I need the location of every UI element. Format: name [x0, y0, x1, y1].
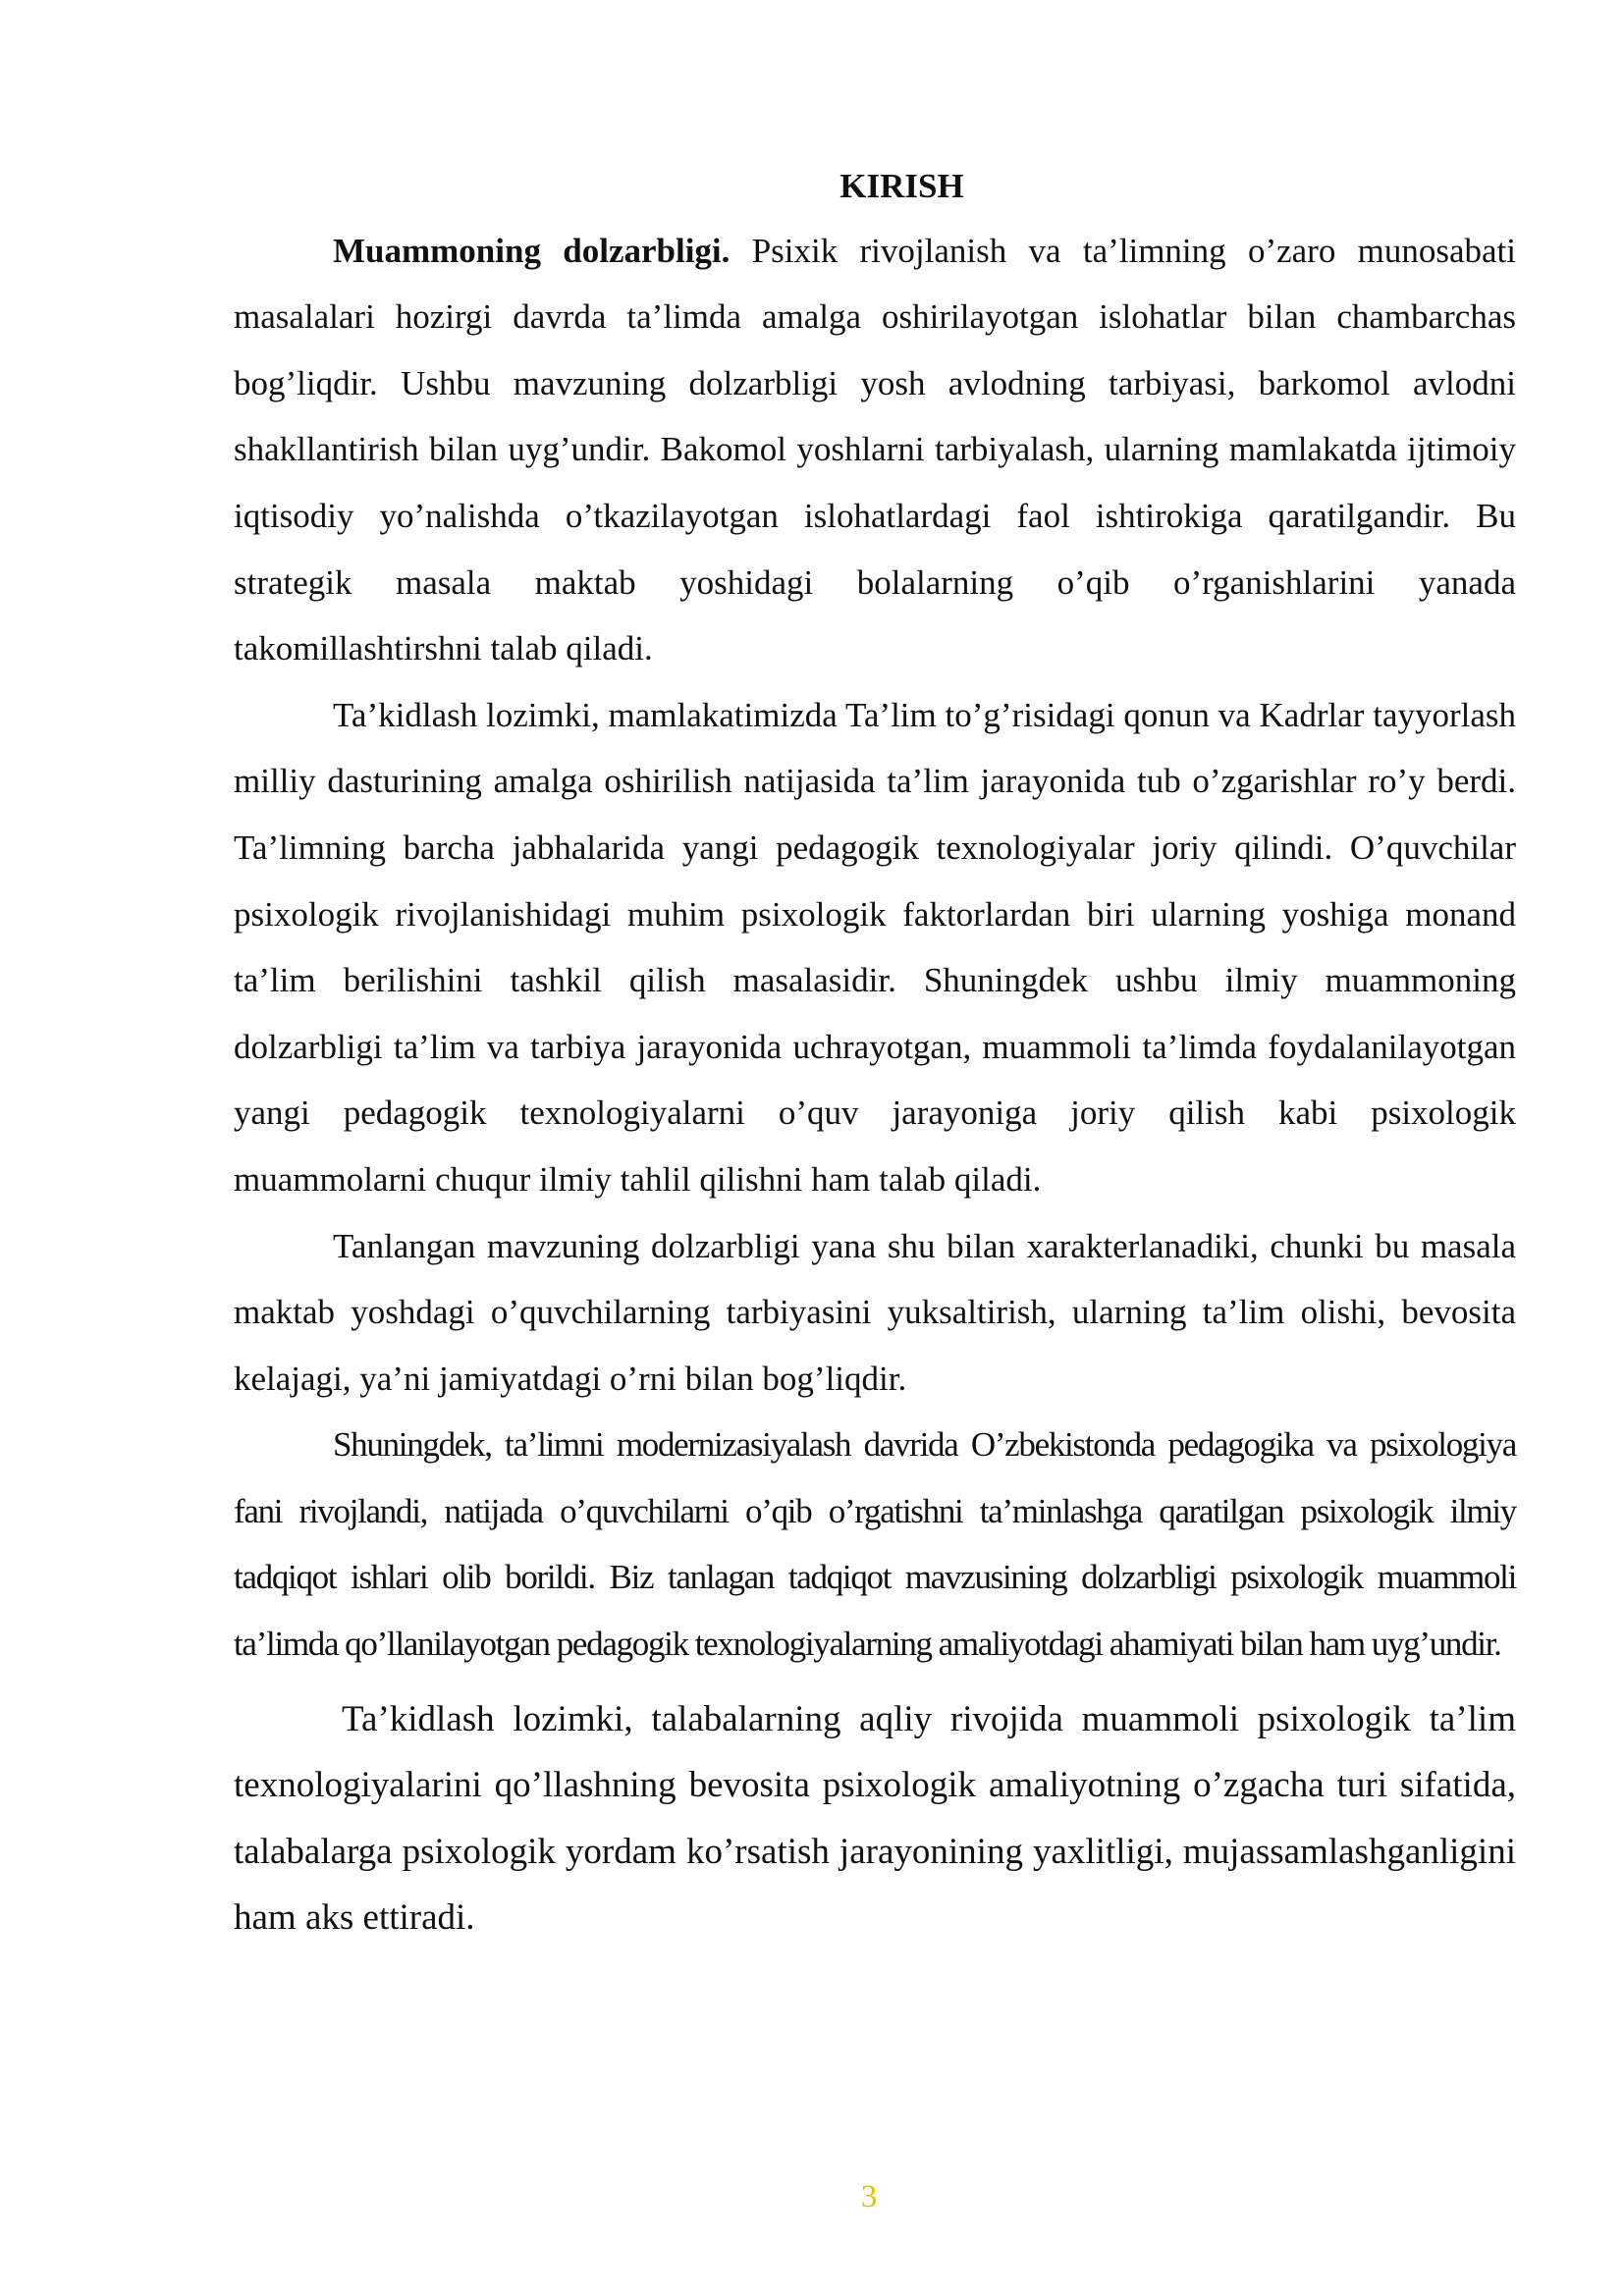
paragraph-text: Psixik rivojlanish va ta’limning o’zaro munosabati masalalari hozirgi davrda ta’limda amalga oshirilayotgan islohatlar bilan chambarchas bog’liqdir. Ushbu mavzuning dolzarbligi yosh avlodning tarbiyasi, barkomol avlodni shakllantirish bilan uyg’undir. Bakomol yoshlarni tarbiyalash, ularning mamlakatda ijtimoiy iqtisodiy yo’nalishda o’tkazilayotgan islohatlardagi faol ishtirokiga qaratilgandir. Bu strategik masala maktab yoshidagi bolalarning o’qib o’rganishlarini yanada takomillashtirshni talab qiladi. [234, 231, 1516, 668]
document-body [234, 153, 1516, 1951]
section-title: KIRISH [839, 167, 964, 205]
paragraph-5: Ta’kidlash lozimki, talabalarning aqliy rivojida muammoli psixologik ta’lim texnologiyalarini qo’llashning bevosita psixologik amaliyotning o’zgacha turi sifatida, talabalarga psixologik yordam ko’rsatish jarayonining yaxlitligi, mujassamlashganligini ham aks ettiradi. [234, 1698, 1516, 1939]
paragraph-lead: Muammoning dolzarbligi. [333, 231, 731, 270]
paragraph-3: Tanlangan mavzuning dolzarbligi yana shu bilan xarakterlanadiki, chunki bu masala maktab yoshdagi o’quvchilarning tarbiyasini yuksaltirish, ularning ta’lim olishi, bevosita kelajagi, ya’ni jamiyatdagi o’rni bilan bog’liqdir. [234, 1226, 1516, 1398]
paragraph-1 [234, 218, 1516, 682]
page-number: 3 [860, 2179, 878, 2215]
paragraph-2: Ta’kidlash lozimki, mamlakatimizda Ta’lim to’g’risidagi qonun va Kadrlar tayyorlash milliy dasturining amalga oshirilish natijasida ta’lim jarayonida tub o’zgarishlar ro’y berdi. Ta’limning barcha jabhalarida yangi pedagogik texnologiyalar joriy qilindi. O’quvchilar psixologik rivojlanishidagi muhim psixologik faktorlardan biri ularning yoshiga monand ta’lim berilishini tashkil qilish masalasidir. Shuningdek ushbu ilmiy muammoning dolzarbligi ta’lim va tarbiya jarayonida uchrayotgan, muammoli ta’limda foydalanilayotgan yangi pedagogik texnologiyalarni o’quv jarayoniga joriy qilish kabi psixologik muammolarni chuqur ilmiy tahlil qilishni ham talab qiladi. [234, 695, 1516, 1199]
paragraph-4: Shuningdek, ta’limni modernizasiyalash davrida O’zbekistonda pedagogika va psixologiya fani rivojlandi, natijada o’quvchilarni o’qib o’rgatishni ta’minlashga qaratilgan psixologik ilmiy tadqiqot ishlari olib borildi. Biz tanlagan tadqiqot mavzusining dolzarbligi psixologik muammoli ta’limda qo’llanilayotgan pedagogik texnologiyalarning amaliyotdagi ahamiyati bilan ham uyg’undir. [234, 1425, 1516, 1664]
